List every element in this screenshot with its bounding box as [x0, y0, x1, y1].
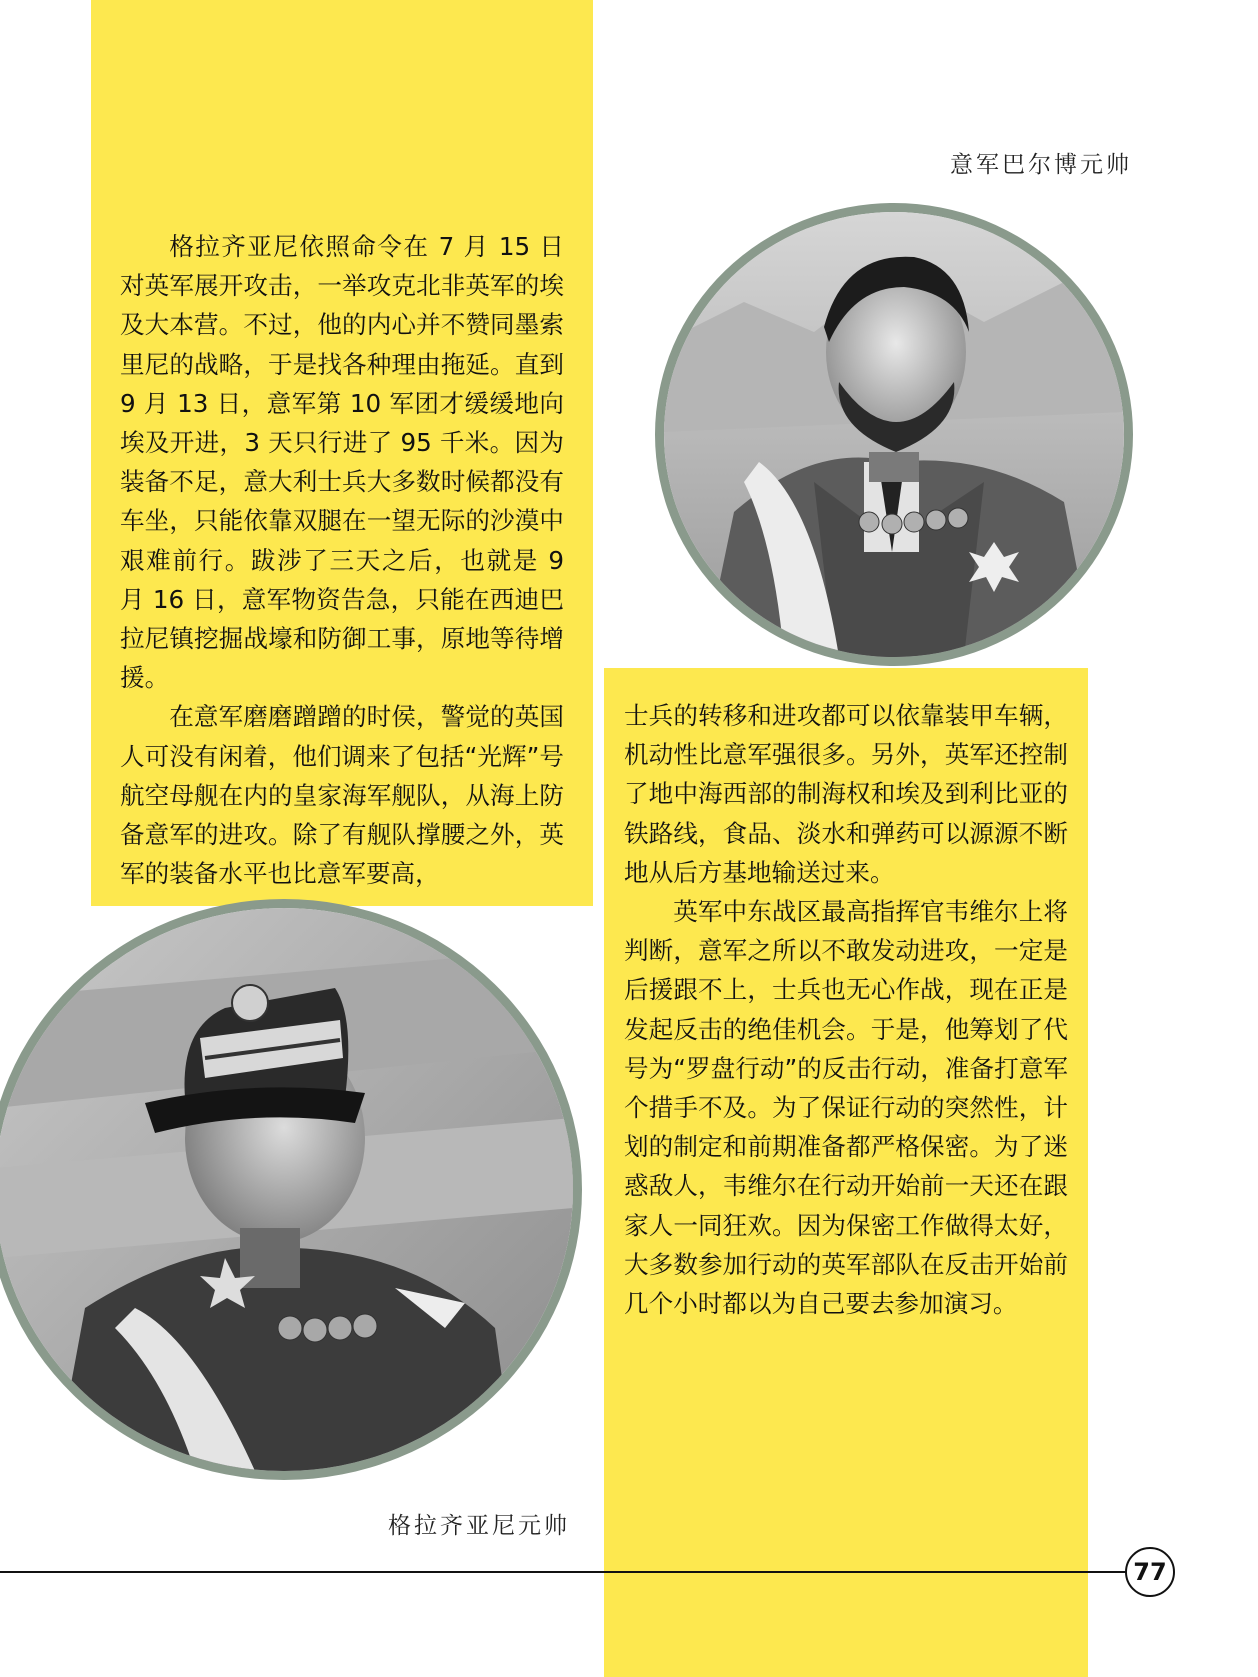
body-text-left-column — [120, 227, 564, 893]
page-number-badge — [1125, 1547, 1175, 1597]
paragraph: 士兵的转移和进攻都可以依靠装甲车辆，机动性比意军强很多。另外，英军还控制了地中海西部的制海权和埃及到利比亚的铁路线，食品、淡水和弹药可以源源不断地从后方基地输送过来。 — [624, 701, 1068, 887]
paragraph: 在意军磨磨蹭蹭的时侯，警觉的英国人可没有闲着，他们调来了包括“光辉”号航空母舰在内的皇家海军舰队，从海上防备意军的进攻。除了有舰队撑腰之外，英军的装备水平也比意军要高， — [120, 702, 564, 889]
caption-balbo: 意军巴尔博元帅 — [950, 152, 1132, 178]
caption-graziani: 格拉齐亚尼元帅 — [388, 1513, 570, 1539]
paragraph: 英军中东战区最高指挥官韦维尔上将判断，意军之所以不敢发动进攻，一定是后援跟不上，士兵也无心作战，现在正是发起反击的绝佳机会。于是，他筹划了代号为“罗盘行动”的反击行动，准备打意军个措手不及。为了保证行动的突然性，计划的制定和前期准备都严格保密。为了迷惑敌人，韦维尔在行动开始前一天还在跟家人一同狂欢。因为保密工作做得太好，大多数参加行动的英军部队在反击开始前几个小时都以为自己要去参加演习。 — [624, 897, 1068, 1319]
paragraph: 格拉齐亚尼依照命令在 7 月 15 日对英军展开攻击，一举攻克北非英军的埃及大本营。不过，他的内心并不赞同墨索里尼的战略，于是找各种理由拖延。直到 9 月 13 日，意军第 10 军团才缓缓地向埃及开进，3 天只行进了 95 千米。因为装备不足，意大利士兵大多数时候都没有车坐，只能依靠双腿在一望无际的沙漠中艰难前行。跋涉了三天之后，也就是 9 月 16 日，意军物资告急，只能在西迪巴拉尼镇挖掘战壕和防御工事，原地等待增援。 — [120, 232, 564, 693]
page-number: 77 — [1133, 1558, 1167, 1586]
body-text-right-column — [624, 696, 1068, 1323]
portrait-balbo-photo — [655, 203, 1133, 666]
portrait-graziani-photo — [0, 899, 582, 1480]
footer-rule — [0, 1571, 1126, 1573]
